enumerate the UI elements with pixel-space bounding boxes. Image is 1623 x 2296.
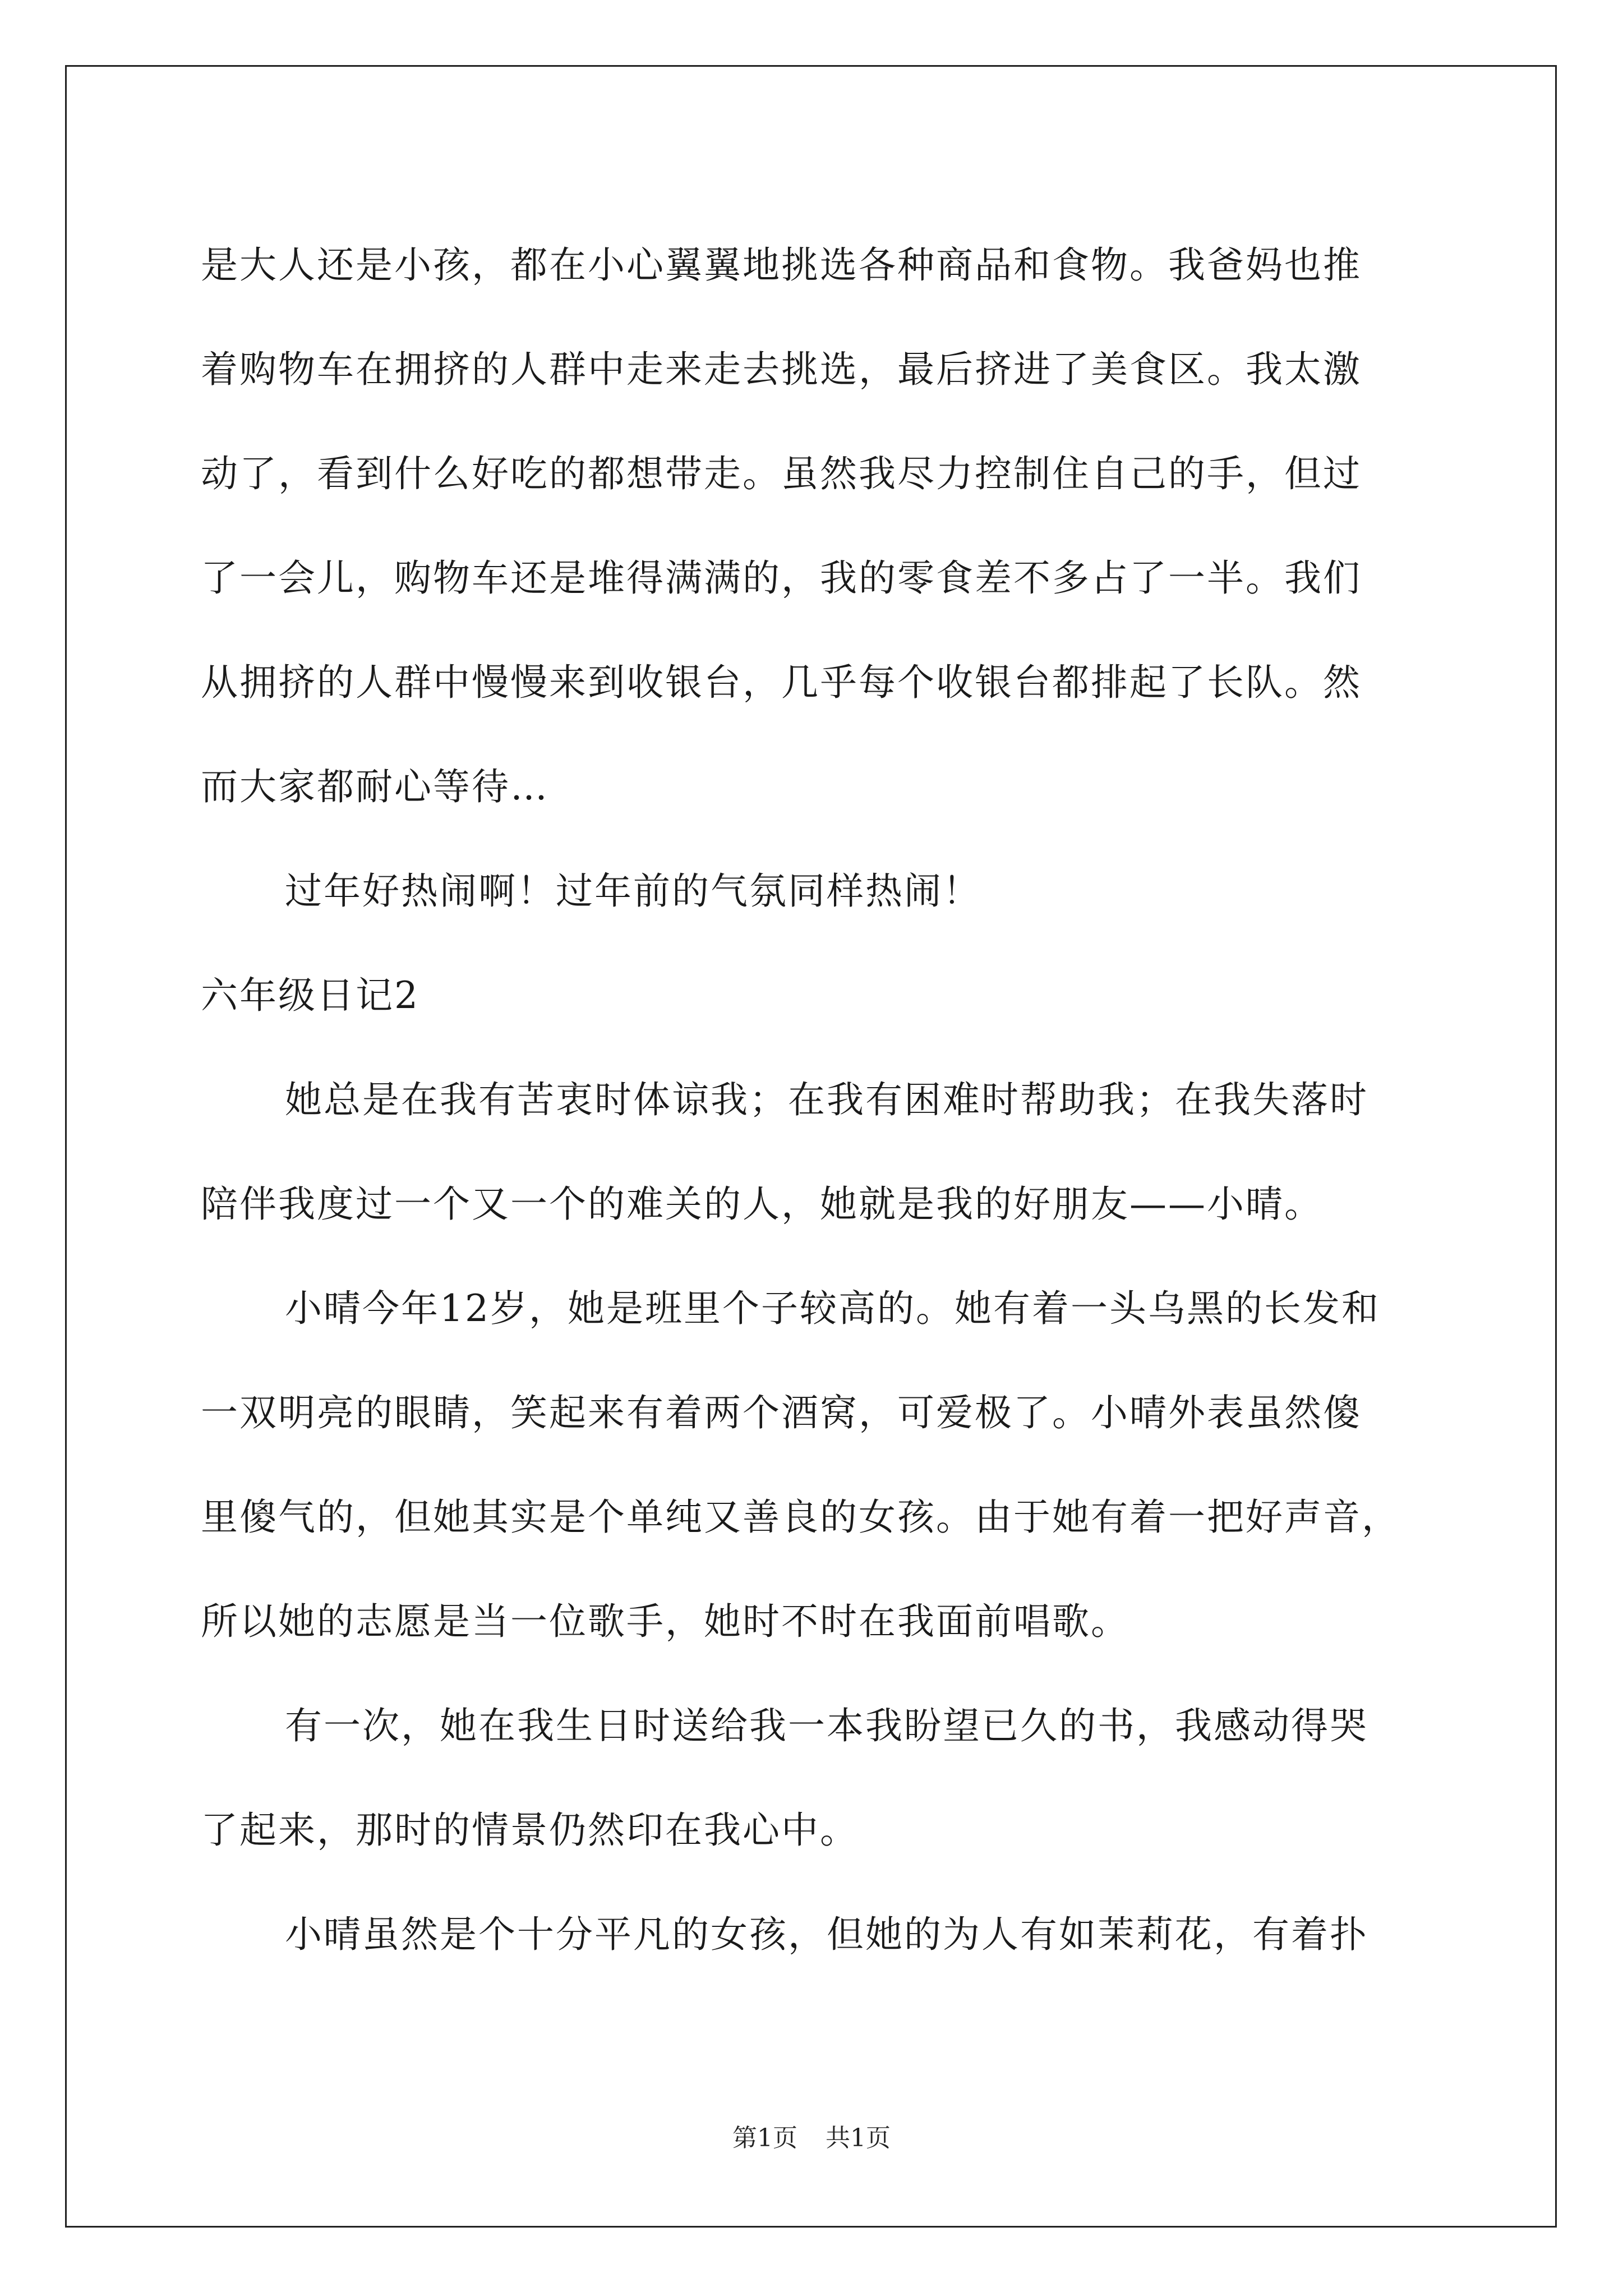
text-line: 从拥挤的人群中慢慢来到收银台，几乎每个收银台都排起了长队。然 bbox=[201, 661, 1362, 704]
text-line: 她总是在我有苦衷时体谅我；在我有困难时帮助我；在我失落时 bbox=[285, 1078, 1368, 1121]
text-line: 过年好热闹啊！过年前的气氛同样热闹！ bbox=[285, 869, 981, 913]
text-line: 动了，看到什么好吃的都想带走。虽然我尽力控制住自己的手，但过 bbox=[201, 452, 1362, 495]
text-line: 而大家都耐心等待… bbox=[201, 765, 549, 808]
page-footer bbox=[0, 2118, 1623, 2154]
text-line: 了起来，那时的情景仍然印在我心中。 bbox=[201, 1809, 859, 1852]
page-number: 第1页 bbox=[732, 2124, 797, 2152]
text-line: 着购物车在拥挤的人群中走来走去挑选，最后挤进了美食区。我太激 bbox=[201, 348, 1362, 391]
section-heading: 六年级日记2 bbox=[201, 974, 419, 1017]
text-line: 小晴今年12岁，她是班里个子较高的。她有着一头乌黑的长发和 bbox=[285, 1287, 1380, 1330]
text-line: 陪伴我度过一个又一个的难关的人，她就是我的好朋友——小晴。 bbox=[201, 1182, 1323, 1226]
text-line: 有一次，她在我生日时送给我一本我盼望已久的书，我感动得哭 bbox=[285, 1704, 1368, 1747]
text-line: 了一会儿，购物车还是堆得满满的，我的零食差不多占了一半。我们 bbox=[201, 556, 1362, 600]
text-line: 一双明亮的眼睛，笑起来有着两个酒窝，可爱极了。小晴外表虽然傻 bbox=[201, 1391, 1362, 1434]
text-line: 里傻气的，但她其实是个单纯又善良的女孩。由于她有着一把好声音， bbox=[201, 1496, 1400, 1539]
page-total: 共1页 bbox=[826, 2124, 891, 2152]
text-line: 小晴虽然是个十分平凡的女孩，但她的为人有如茉莉花，有着扑 bbox=[285, 1913, 1368, 1956]
text-line: 是大人还是小孩，都在小心翼翼地挑选各种商品和食物。我爸妈也推 bbox=[201, 243, 1362, 287]
text-line: 所以她的志愿是当一位歌手，她时不时在我面前唱歌。 bbox=[201, 1600, 1129, 1643]
document-body bbox=[201, 213, 1435, 1987]
